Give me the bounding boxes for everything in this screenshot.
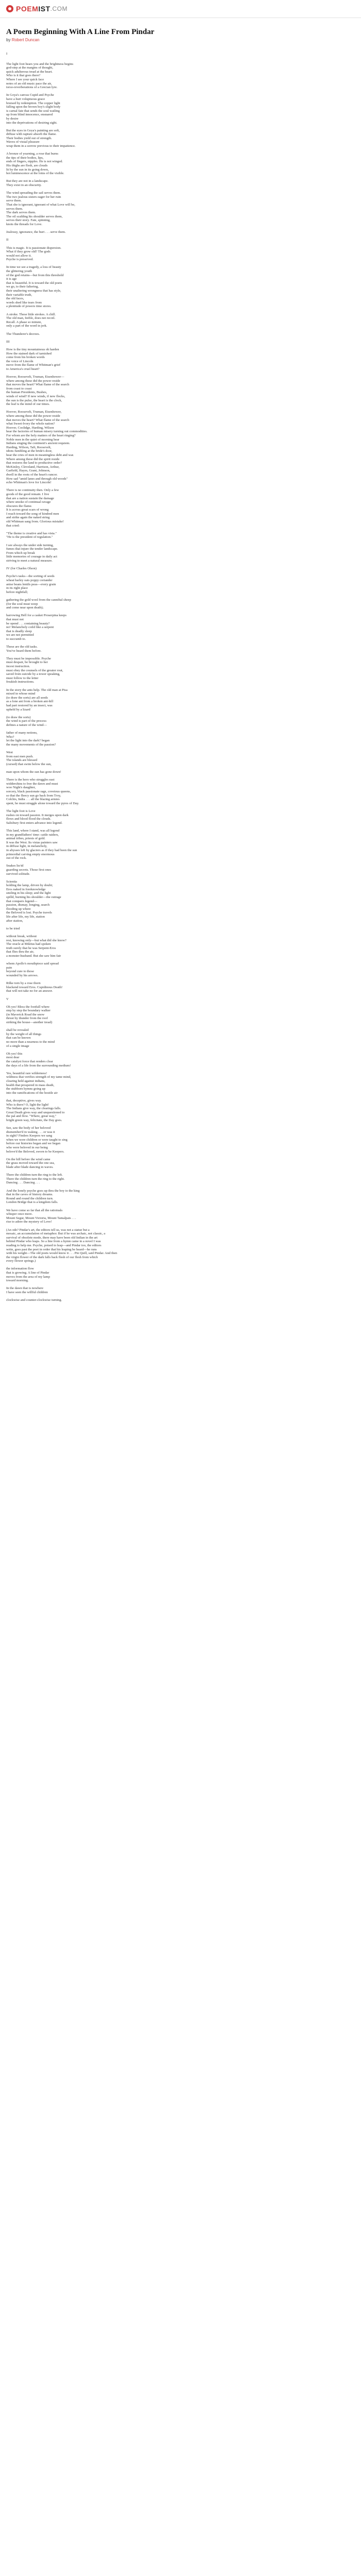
poem-byline (6, 38, 355, 43)
logo-icon (6, 5, 13, 12)
section-spacer (6, 56, 355, 62)
site-logo[interactable] (6, 5, 68, 13)
logo-text-suffix: .COM (50, 5, 68, 12)
logo-text-first: POEM (16, 5, 39, 13)
author-link[interactable]: Robert Duncan (11, 38, 40, 42)
poem-content (0, 18, 361, 1308)
logo-text-second: IST (38, 5, 51, 13)
byline-prefix: by (6, 38, 11, 42)
poem-section-number: I (6, 52, 8, 56)
site-header (0, 0, 361, 18)
poem-body: The light foot hears you and the brightness begins god-step at the margins of thought, quick adulterous tread at the heart. Who is it that goes there? Where I see your quick face notes of an old music pace the air, torso-reverberations of a Grecian lyre. In Goya's canvas Cupid and Psyche have a hurt voluptuous grace bruised by redemption. The copper light falling upon the brown boy's slight body is carnal fate that sends the soul wailing up from blind innocence, ensnared by desire into the deprivations of desiring sight. But the eyes in Goya's painting are soft, diffuse with rapture absorb the flame. Their bodies yield out of strength. Waves of visual pleasure wrap them in a sorrow previous to their impatience. A bronze of yearning, a rose that burns the tips of their bodies, lips, ends of fingers, nipples. He is not winged. His thighs are flesh, are clouds lit by the sun in its going down, hot luminescence at the loins of the visible. But they are not in a landscape. They exist in an obscurity. The wind spreading the sail serves them. The two jealous sisters eager for her ruin serve them. That she is ignorant, ignorant of what Love will be, serves them. The dark serves them. The oil scalding his shoulder serves them, serves their story. Fate, spinning, knots the threads for Love. Jealousy, ignorance, the hurt . . . serve them. II This is magic. It is passionate dispersion. What if they grow old? The gods would not allow it. Psyche is preserved. In time we see a tragedy, a loss of beauty the glittering youth of the god retains—but from this threshold it is age that is beautiful. It is toward the old poets we go, to their faltering, their unaltering wrongness that has style, their variable truth, the old faces, words shed like tears from a plenitude of powers time stores. A stroke. These little strokes. A chill. The old man, feeble, does not recoil. Recall. A phase so minute, only a part of the word in jerk. The Thunderer's decrees. III How is the tiny mountainous oh harden How the stained dark of tarnished come from his broken words the voice of Lincoln move from the flame of Whitman's grief to America's cruel heart? Hoover, Roosevelt, Truman, Eisenhower— where among these did the power reside that moves the heart? What flame of the search from coast to coast the human Presidents, Bushes, winds of wind? If new winds, if new flocks, the sun is the pulse, the heart is the clock, the leaf is the mind of our times. Hoover, Roosevelt, Truman, Eisenhower, where among these did the power reside that moves the heart? What flame of the search what Sweet-Ivory the whole nation? Hoover, Coolidge, Harding, Wilson hear the factories of human misery turning out commodities. For whom are the holy matters of the heart ringing? Noble men in the quiet of morning hear Indians singing the continent's ancient requiem. Harding, Wilson, Taft, Roosevelt, idiots fumbling at the bride's door, hear the cries of men in meaningless debt and war. Where among these did the spirit reside that restores the land to productive order? McKinley, Cleveland, Harrison, Arthur, Garfield, Hayes, Grant, Johnson, dwell in the roots of the heart's rancor. How sad "amid lanes and through old woods" echo Whitman's love for Lincoln! There is no continuity then. Only a few goods of the good remain. I live that are a nation sustain the damage where smoke of continual ravage obscures the flame. It is across great scars of wrong I reach toward the song of kindred men and strike again the naked string old Whitman sang from. Glorious mistake! that cried: "The theme is creative and has vista." "He is the president of regulation." I see always the under side turning, fumes that injure the tender landscape. From which up break little memories of courage in daily act striving to meet a natural measure. IV (for Charles Olson) Psyche's tasks—the sorting of seeds wheat barley oats poppy coriander anise beans lentils peas—every grain in its right place before nightfall; gathering the gold wool from the cannibal sheep (for the soul must weep and come near upon death); harrowing Hell for a casket Proserpina keeps that must not be opend . . . containing beauty? no! Melancholy coild like a serpent that is deadly sleep we are not permitted to succumb to. These are the old tasks. You've heard them before. They must be impossible. Psyche must despair, be brought to her incest instruction. must obey the counsels of the greater rout, saved from suicide by a tower speaking, must follow to the letter freakish instructions. In the story the ants help. The old man at Pisa mixed in whose mind (to draw the sorts) are all seeds as a lone ant from a broken ant-hill had part restored by an insect, was upheld by a lizard (to draw the sorts) the wind is part of the process defines a nature of the wind— father of many notions, Who? let the light into the dark? began the many movements of the passion? West from east men push. The islands are blessed (cursed) that swim below the sun, man upon whom the sun has gone down! There is the hero who struggles east widdershins to free the dawn and must woo Night's daughter, sorcery, black passionate rage, covetous queens, so that the fleecy sun go back from Troy, Colchis, India . . . all the blazing armies spent, he must struggle alone toward the pyres of Day. The light foot is Love rushes on toward passion. It merges upon dark flows and blood flood the clouds. Salisbury first enters advance into legend. This land, where I stand, was all legend in my grandfathers' time: cattle raiders, animal tribes, priests of gold. It was the West. Its vistas painters saw in diffuse light, in melancholy, in abysses left by glaciers as if they had been the sun primordial carving empty enormous out of the rock. Snakes lie/id guarding secrets. Those first ones survived solitude. Scientia holding the lamp, driven by doubt; Eros naked in foreknowledge smiling in his sleep; and the light spilld, burning his shoulder—the outrage that conquers legend— passion, dismay, longing, search flooding up where the Beloved is lost. Psyche travels life after life, my life, station after station, to be tried without break, without rest, knowing only—but what did she know? The oracle at Miletus had spoken truth surely that he was Serpent-Eros that flies thru the air, a monster-husband. But she saw him fair whom Apollo's mouthpiece said spread pain beyond cure to those wounded by his arrows. Rilke torn by a rose thorn blackend toward Eros. Cupidinous Death! that will not take no for an answer. V Oh yes! Bless the footfall where step by step the boundary walker (in Maverick Road the snow thrust by thunder from the roof striking the house—another tread) shall be revealed by the weight of all things that can be known no more than a nearness to the mind of a single image Oh yes! this most dear the catalyst force that renders clear the days of a life from the surrounding medium! Yes, beautiful rare wilderness! wildness that verifies strength of my tame mind, clearing held against indians, health that prospered in mass death, the stubborn hymns going up into the ramifications of the hostile air that, deceptive, gives way. Who is there? O, light the light! The Indians give way, the clearings falls. Great Death gives way and unquestioned to the pal and flow. "Where, great way," bright green way, felicitate, the Day goes. See, saw the body of her beloved dismember'd in waking . . . or was it in sight? Finders Keepers we sang when we were children or were taught to sing before our histories began and we began who were beloved in our being belove'd the Beloved, sworn to be Keepers. On the hill before the wind came the grass moved toward the one sea, blade after blade dancing in waves. There the children turn the ring to the left. There the children turn the ring to the right. Dancing . . . Dancing . . . And the lonely psyche goes up thru the boy to the king that in the caves of history dreams. Round and round the children turn. London Bridge that is a kingdom falls. We have come so far that all the ratioinals whisper once more. Mount Segur, Mount Victoria, Mount Tamalpais . . . rise to adore the mystery of Love! (An ode? Pindar's art, the editors tell us, was not a statue but a mosaic, an accumulation of metaphor. But if he was archaic, not classic, a survival of obsolete mode, there may have been old Indian in the art behind Pindar who leaps. So a line from a hymn came in a novel I was reading to help me. Psyche, poised to leap—and Pindar too, the editors write, goes past the poet in order that his leaping be heard—he runs with his weight—The old poets would know it . . . Pin Quill, said Pindar. And then the virgin flower of the dark falls back flesh of our flesh from which every flower springs.) the information flow that is growing. A line of Pindar moves from the area of my lamp toward morning. In the dawn that is nowhere I have seen the willful children clockwise and counter-clockwise turning. (6, 62, 118, 1302)
poem-title: A Poem Beginning With A Line From Pindar (6, 28, 155, 36)
